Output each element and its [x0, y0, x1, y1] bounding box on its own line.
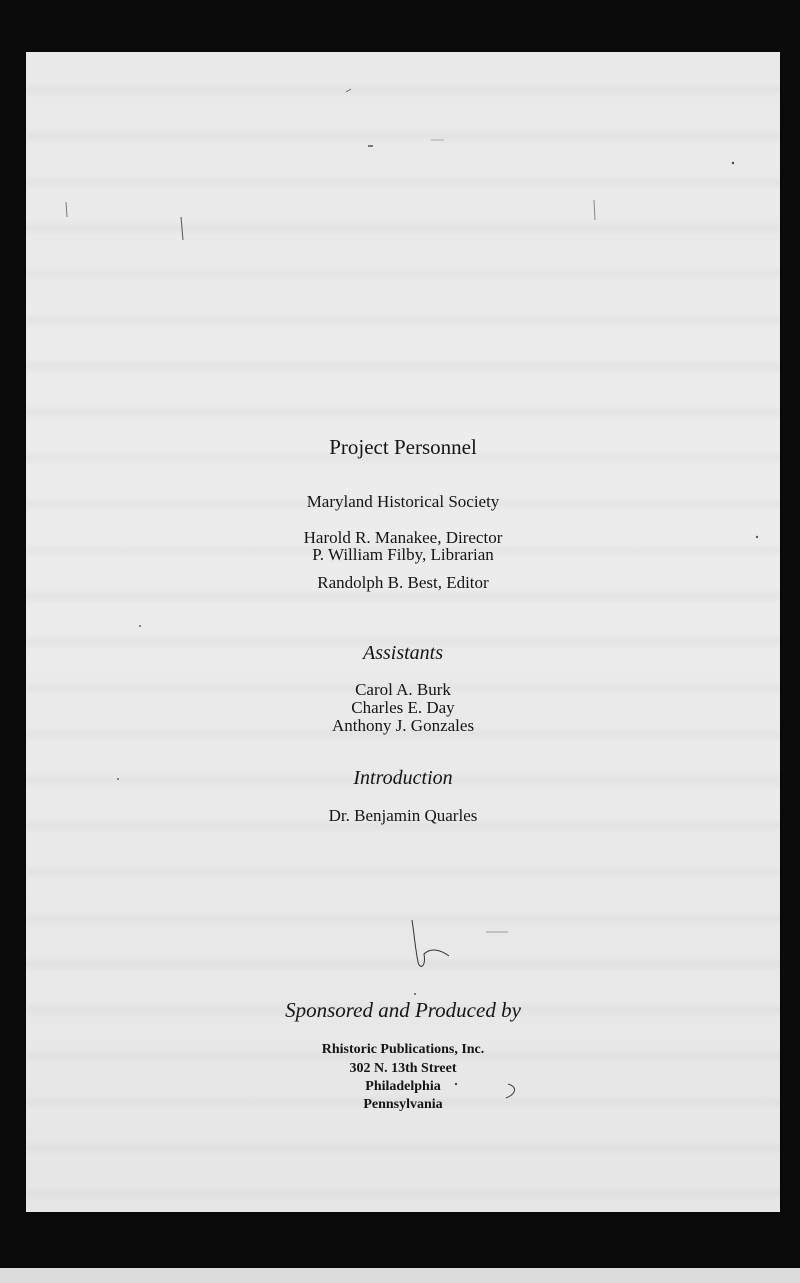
scan-artifact-marks [26, 52, 780, 1212]
introduction-heading: Introduction [353, 767, 453, 789]
assistants-heading: Assistants [362, 642, 444, 664]
scratch-mark [594, 200, 595, 220]
document-page [26, 52, 780, 1212]
staff-member: P. William Filby, Librarian [312, 545, 494, 564]
assistant-name: Anthony J. Gonzales [331, 716, 475, 735]
scratch-mark [66, 202, 67, 217]
publisher-name: Rhistoric Publications, Inc. [321, 1042, 485, 1057]
scan-bottom-edge [0, 1268, 800, 1283]
staff-member: Harold R. Manakee, Director [303, 528, 503, 547]
assistant-name: Charles E. Day [351, 698, 455, 717]
speck-mark [732, 162, 734, 164]
page-title: Project Personnel [329, 435, 477, 459]
organization-name: Maryland Historical Society [306, 492, 500, 511]
publisher-city: Philadelphia [365, 1079, 441, 1094]
publisher-street: 302 N. 13th Street [349, 1061, 457, 1076]
publisher-state: Pennsylvania [363, 1097, 443, 1112]
scratch-mark [346, 89, 351, 92]
pencil-mark [412, 920, 449, 966]
introduction-author: Dr. Benjamin Quarles [328, 806, 478, 825]
scratch-mark [181, 217, 183, 240]
speck-mark [139, 625, 141, 627]
staff-member: Randolph B. Best, Editor [317, 573, 489, 592]
assistant-name: Carol A. Burk [355, 680, 451, 699]
speck-mark [414, 993, 416, 995]
sponsor-heading: Sponsored and Produced by [285, 998, 521, 1022]
